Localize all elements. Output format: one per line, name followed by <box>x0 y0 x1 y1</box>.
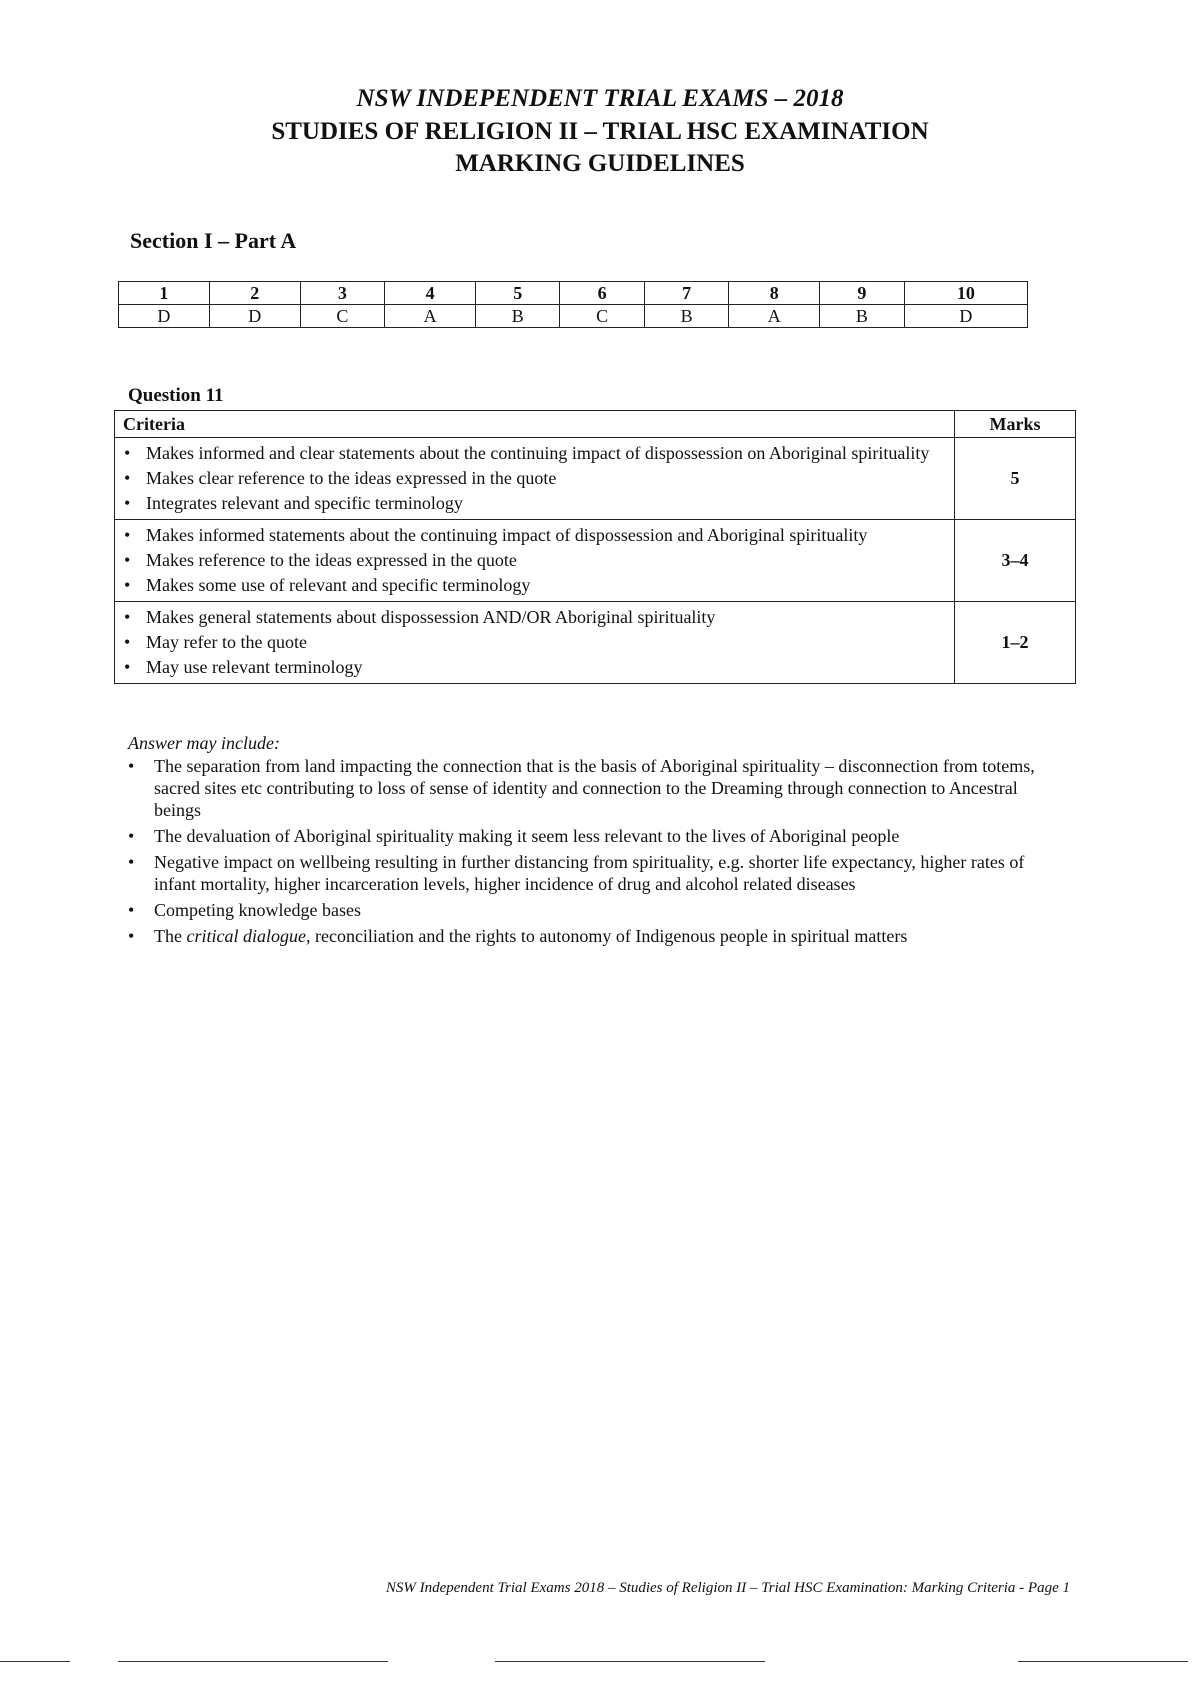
answer-point: • Competing knowledge bases <box>128 899 1068 921</box>
question-number: 7 <box>644 282 728 305</box>
question-number: 8 <box>729 282 820 305</box>
criterion: • Makes some use of relevant and specific terminology <box>116 573 947 598</box>
scan-rule <box>118 1661 388 1662</box>
criterion: • Makes general statements about dispossession AND/OR Aboriginal spirituality <box>116 605 947 630</box>
criteria-table <box>114 410 1076 684</box>
question-number: 3 <box>300 282 384 305</box>
scan-rule <box>495 1661 765 1662</box>
marks-cell: 5 <box>955 438 1076 520</box>
answer-point-italic: critical dialogue <box>186 926 306 946</box>
question-number: 1 <box>119 282 210 305</box>
answer-point: • Negative impact on wellbeing resulting in further distancing from spirituality, e.g. shorter life expectancy, higher rates of infant mortality, higher incarceration levels, higher incidence of drug and alcohol related diseases <box>128 851 1068 895</box>
answer-letter: B <box>475 305 559 328</box>
criteria-list <box>116 603 953 682</box>
scan-rule <box>1018 1661 1188 1662</box>
answer-key-table <box>118 281 1028 328</box>
answer-may-include-label: Answer may include: <box>128 733 280 753</box>
question-heading: Question 11 <box>128 385 224 406</box>
answer-letter: C <box>560 305 644 328</box>
criterion: • May use relevant terminology <box>116 655 947 680</box>
answer-letter: B <box>820 305 904 328</box>
scan-rule <box>0 1661 70 1662</box>
question-number: 2 <box>209 282 300 305</box>
criterion: • Makes informed statements about the continuing impact of dispossession and Aboriginal spirituality <box>116 523 947 548</box>
exam-subtitle: STUDIES OF RELIGION II – TRIAL HSC EXAMINATION <box>271 118 929 145</box>
page-footer: NSW Independent Trial Exams 2018 – Studies of Religion II – Trial HSC Examination: Marking Criteria - Page 1 <box>385 1580 1070 1596</box>
answer-letter: D <box>119 305 210 328</box>
document-header <box>0 82 1200 180</box>
answer-letter: A <box>729 305 820 328</box>
answer-point: • The separation from land impacting the connection that is the basis of Aboriginal spirituality – disconnection from totems, sacred sites etc contributing to loss of sense of identity and connection to the Dreaming through connection to Ancestral beings <box>128 755 1068 821</box>
marking-guidelines-title: MARKING GUIDELINES <box>455 150 745 177</box>
question-number: 4 <box>385 282 476 305</box>
question-number: 9 <box>820 282 904 305</box>
question-number: 5 <box>475 282 559 305</box>
criterion: • Integrates relevant and specific terminology <box>116 491 947 516</box>
criteria-list <box>116 521 953 600</box>
answer-point <box>128 925 1068 947</box>
answer-point: • The devaluation of Aboriginal spirituality making it seem less relevant to the lives of Aboriginal people <box>128 825 1068 847</box>
answer-letter: D <box>904 305 1027 328</box>
marks-column-header: Marks <box>955 411 1076 438</box>
answer-letter: C <box>300 305 384 328</box>
exam-title: NSW INDEPENDENT TRIAL EXAMS – 2018 <box>356 85 844 112</box>
answer-letter: B <box>644 305 728 328</box>
criterion: • Makes reference to the ideas expressed in the quote <box>116 548 947 573</box>
answer-points-list <box>128 755 1068 951</box>
criteria-cell <box>115 602 955 684</box>
criterion: • Makes clear reference to the ideas expressed in the quote <box>116 466 947 491</box>
criteria-band-row <box>115 438 1076 520</box>
criteria-band-row <box>115 520 1076 602</box>
criterion: • Makes informed and clear statements about the continuing impact of dispossession on Aboriginal spirituality <box>116 441 947 466</box>
question-number: 10 <box>904 282 1027 305</box>
criterion: • May refer to the quote <box>116 630 947 655</box>
answer-key-answers-row <box>119 305 1028 328</box>
criteria-band-row <box>115 602 1076 684</box>
section-heading: Section I – Part A <box>130 228 297 253</box>
marks-cell: 3–4 <box>955 520 1076 602</box>
answer-letter: D <box>209 305 300 328</box>
criteria-header-row <box>115 411 1076 438</box>
criteria-column-header: Criteria <box>115 411 955 438</box>
criteria-cell <box>115 520 955 602</box>
answer-letter: A <box>385 305 476 328</box>
answer-point-suffix: , reconciliation and the rights to autonomy of Indigenous people in spiritual matters <box>305 926 908 946</box>
question-number: 6 <box>560 282 644 305</box>
answer-point-prefix: The <box>154 926 187 946</box>
answer-key-numbers-row <box>119 282 1028 305</box>
criteria-list <box>116 439 953 518</box>
criteria-cell <box>115 438 955 520</box>
marks-cell: 1–2 <box>955 602 1076 684</box>
